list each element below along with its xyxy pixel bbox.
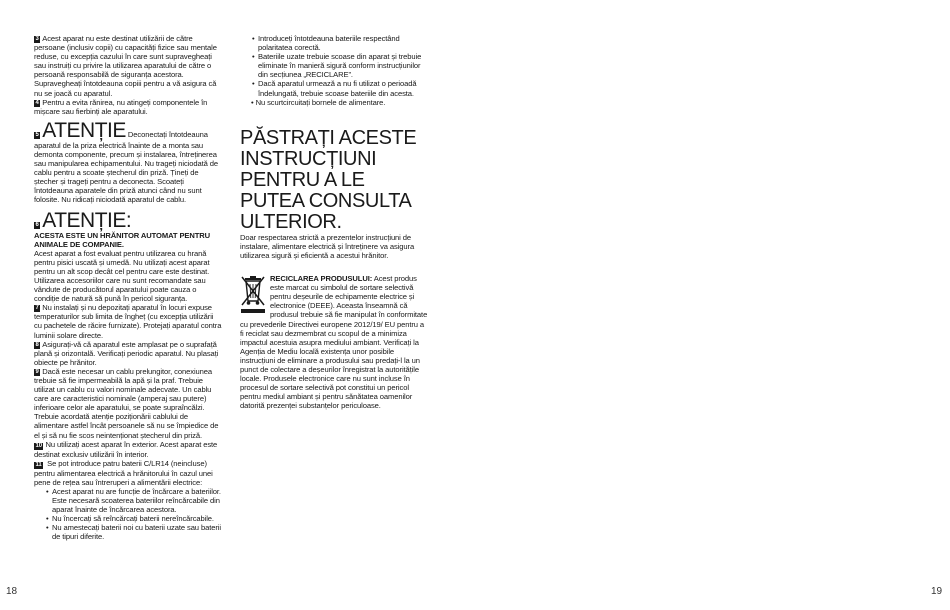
list-item: • Dacă aparatul urmează a nu fi utilizat o perioadă îndelungată, trebuie scoase bateriile din acesta. — [252, 79, 428, 97]
item-number-badge: 9 — [35, 368, 39, 375]
last-bullet-text: Nu scurtcircuitați bornele de alimentare. — [255, 97, 386, 107]
item-number-badge: 10 — [35, 442, 42, 449]
crossed-out-wheelie-bin-icon — [240, 274, 266, 314]
list-item: • Nu amestecați baterii noi cu baterii uzate sau baterii de tipuri diferite. — [46, 523, 222, 541]
list-item: • Introduceți întotdeauna bateriile respectând polaritatea corectă. — [252, 34, 428, 52]
paragraph-10 — [34, 440, 222, 459]
paragraph-9-text: Dacă este necesar un cablu prelungitor, conexiunea trebuie să fie impermeabilă la apă și la praf. Trebuie utilizat un cablu cu valori nominale adecvate. Un cablu care are caracteristici nominale (amperaj sau putere) inferioare celor ale aparatului, se poate supraîncălzi. Trebuie acordată atenție poziționării cablului de alimentare astfel încât persoanele să nu se împiedice de el și să nu fie scos neintenționat ștecherul din priză. — [34, 366, 219, 440]
warning-6-text: Acest aparat a fost evaluat pentru utilizarea cu hrană pentru pisici uscată și umedă. Nu utilizați acest aparat pentru un alt scop decât cel pentru care este destinat. Utilizarea accesoriilor care nu sunt recomandate sau vândute de producătorul aparatului poate cauza o condiție de natură să pună în pericol siguranța. — [34, 248, 210, 304]
last-bullet-line: • Nu scurtcircuitați bornele de alimentare. — [251, 97, 386, 107]
item-number-badge: 11 — [35, 461, 42, 468]
warning-6 — [34, 208, 222, 304]
paragraph-9 — [34, 367, 222, 440]
list-item: • Bateriile uzate trebuie scoase din aparat și trebuie eliminate în manieră sigură conform instrucțiunilor din secțiunea „RECICLARE”. — [252, 52, 428, 79]
paragraph-8-text: Asigurați-vă că aparatul este amplasat pe o suprafață plană și orizontală. Verificați periodic aparatul. Nu plasați obiecte pe hrănitor. — [34, 339, 219, 367]
recycling-section — [240, 274, 428, 410]
page-number-left: 18 — [6, 586, 18, 597]
item-number-badge: 6 — [35, 221, 39, 228]
keep-instructions-title: PĂSTRAȚI ACESTE INSTRUCȚIUNI PENTRU A LE PUTEA CONSULTA ULTERIOR. — [240, 126, 417, 233]
warning-5-text: Deconectați întotdeauna aparatul de la priza electrică înainte de a monta sau demonta componente, precum și instalarea, întreținerea sau manipularea echipamentului. Nu trageți niciodată de cablu pentru a scoate ștecherul din priză. Țineți de ștecher și trageți pentru a deconecta. Scoateți întotdeauna aparatele din priză atunci când nu sunt folosite. Nu ridicați niciodată aparatul de cablu. — [34, 129, 219, 205]
warning-5-heading: ATENȚIE — [42, 118, 126, 142]
paragraph-3 — [34, 34, 222, 98]
page-number-right: 19 — [931, 586, 943, 597]
paragraph-11-text: Se pot introduce patru baterii C/LR14 (neincluse) pentru alimentarea electrică a hrănitorului în cazul unei pene de rețea sau întreruperi a alimentării electrice: — [34, 458, 213, 487]
list-item: • Nu încercați să reîncărcați baterii nereîncărcabile. — [46, 514, 222, 523]
item-number-badge: 8 — [35, 341, 39, 348]
warning-5 — [34, 118, 222, 205]
item-number-badge: 4 — [35, 99, 39, 106]
warning-6-bold-text: ACESTA ESTE UN HRĂNITOR AUTOMAT PENTRU ANIMALE DE COMPANIE. — [34, 230, 211, 249]
recycling-heading: RECICLAREA PRODUSULUI: — [270, 274, 373, 284]
battery-bullet-list-continued — [240, 34, 428, 98]
recycling-text — [240, 274, 428, 410]
battery-bullet-list — [34, 487, 222, 542]
paragraph-4-text: Pentru a evita rănirea, nu atingeți componentele în mișcare sau fierbinți ale aparatului. — [34, 97, 208, 116]
paragraph-8 — [34, 340, 222, 367]
intro-paragraph: Doar respectarea strictă a prezentelor instrucțiuni de instalare, alimentare electrică și întreținere va asigura utilizarea sigură și eficientă a acestui hrănitor. — [240, 232, 415, 260]
paragraph-7 — [34, 303, 222, 339]
paragraph-3-text: Acest aparat nu este destinat utilizării de către persoane (inclusiv copii) cu capacități fizice sau mentale reduse, cu excepția cazului în care sunt supravegheați sau instruiți cu privire la utilizarea aparatului de către o persoană responsabilă de siguranța acestora. Supravegheați întotdeauna copiii pentru a vă asigura că nu se joacă cu aparatul. — [34, 34, 217, 98]
paragraph-10-text: Nu utilizați acest aparat în exterior. Acest aparat este destinat exclusiv utilizării în interior. — [34, 439, 218, 459]
paragraph-11 — [34, 459, 222, 487]
warning-6-heading: ATENȚIE: — [42, 208, 132, 232]
paragraph-7-text: Nu instalați și nu depozitați aparatul în locuri expuse temperaturilor sub limita de îngheț (cu excepția utilizării cu pachetele de răcire furnizate). Protejați aparatul contra luminii solare directe. — [34, 303, 222, 340]
item-number-badge: 3 — [35, 36, 39, 42]
left-text-column — [34, 34, 222, 542]
paragraph-4 — [34, 98, 222, 116]
right-text-column — [240, 34, 428, 410]
recycling-body: Acest produs este marcat cu simbolul de sortare selectivă pentru deșeurile de echipamente electrice și electronice (DEEE). Aceasta înseamnă că produsul trebuie să fie manipulat în conformitate cu prevederile Directivei europene 2012/19/ EU pentru a fi reciclat sau dezmembrat cu scopul de a minimiza impactul acestuia asupra mediului ambiant. Verificați la Agenția de Mediu locală existența unor posibile instrucțiuni de eliminare a produsului sau predați-l la un punct de colectare a deșeurilor înregistrat la autoritățile locale. Produsele electronice care nu sunt incluse în procesul de sortare selectivă pot constitui un pericol pentru mediul ambiant și pentru sănătatea oamenilor datorită prezenței substanțelor periculoase. — [240, 274, 428, 411]
item-number-badge: 7 — [35, 305, 39, 312]
list-item: • Acest aparat nu are funcție de încărcare a bateriilor. Este necesară scoaterea bateriilor reîncărcabile din aparat înainte de încărcarea acestora. — [46, 487, 222, 514]
item-number-badge: 5 — [35, 131, 39, 138]
